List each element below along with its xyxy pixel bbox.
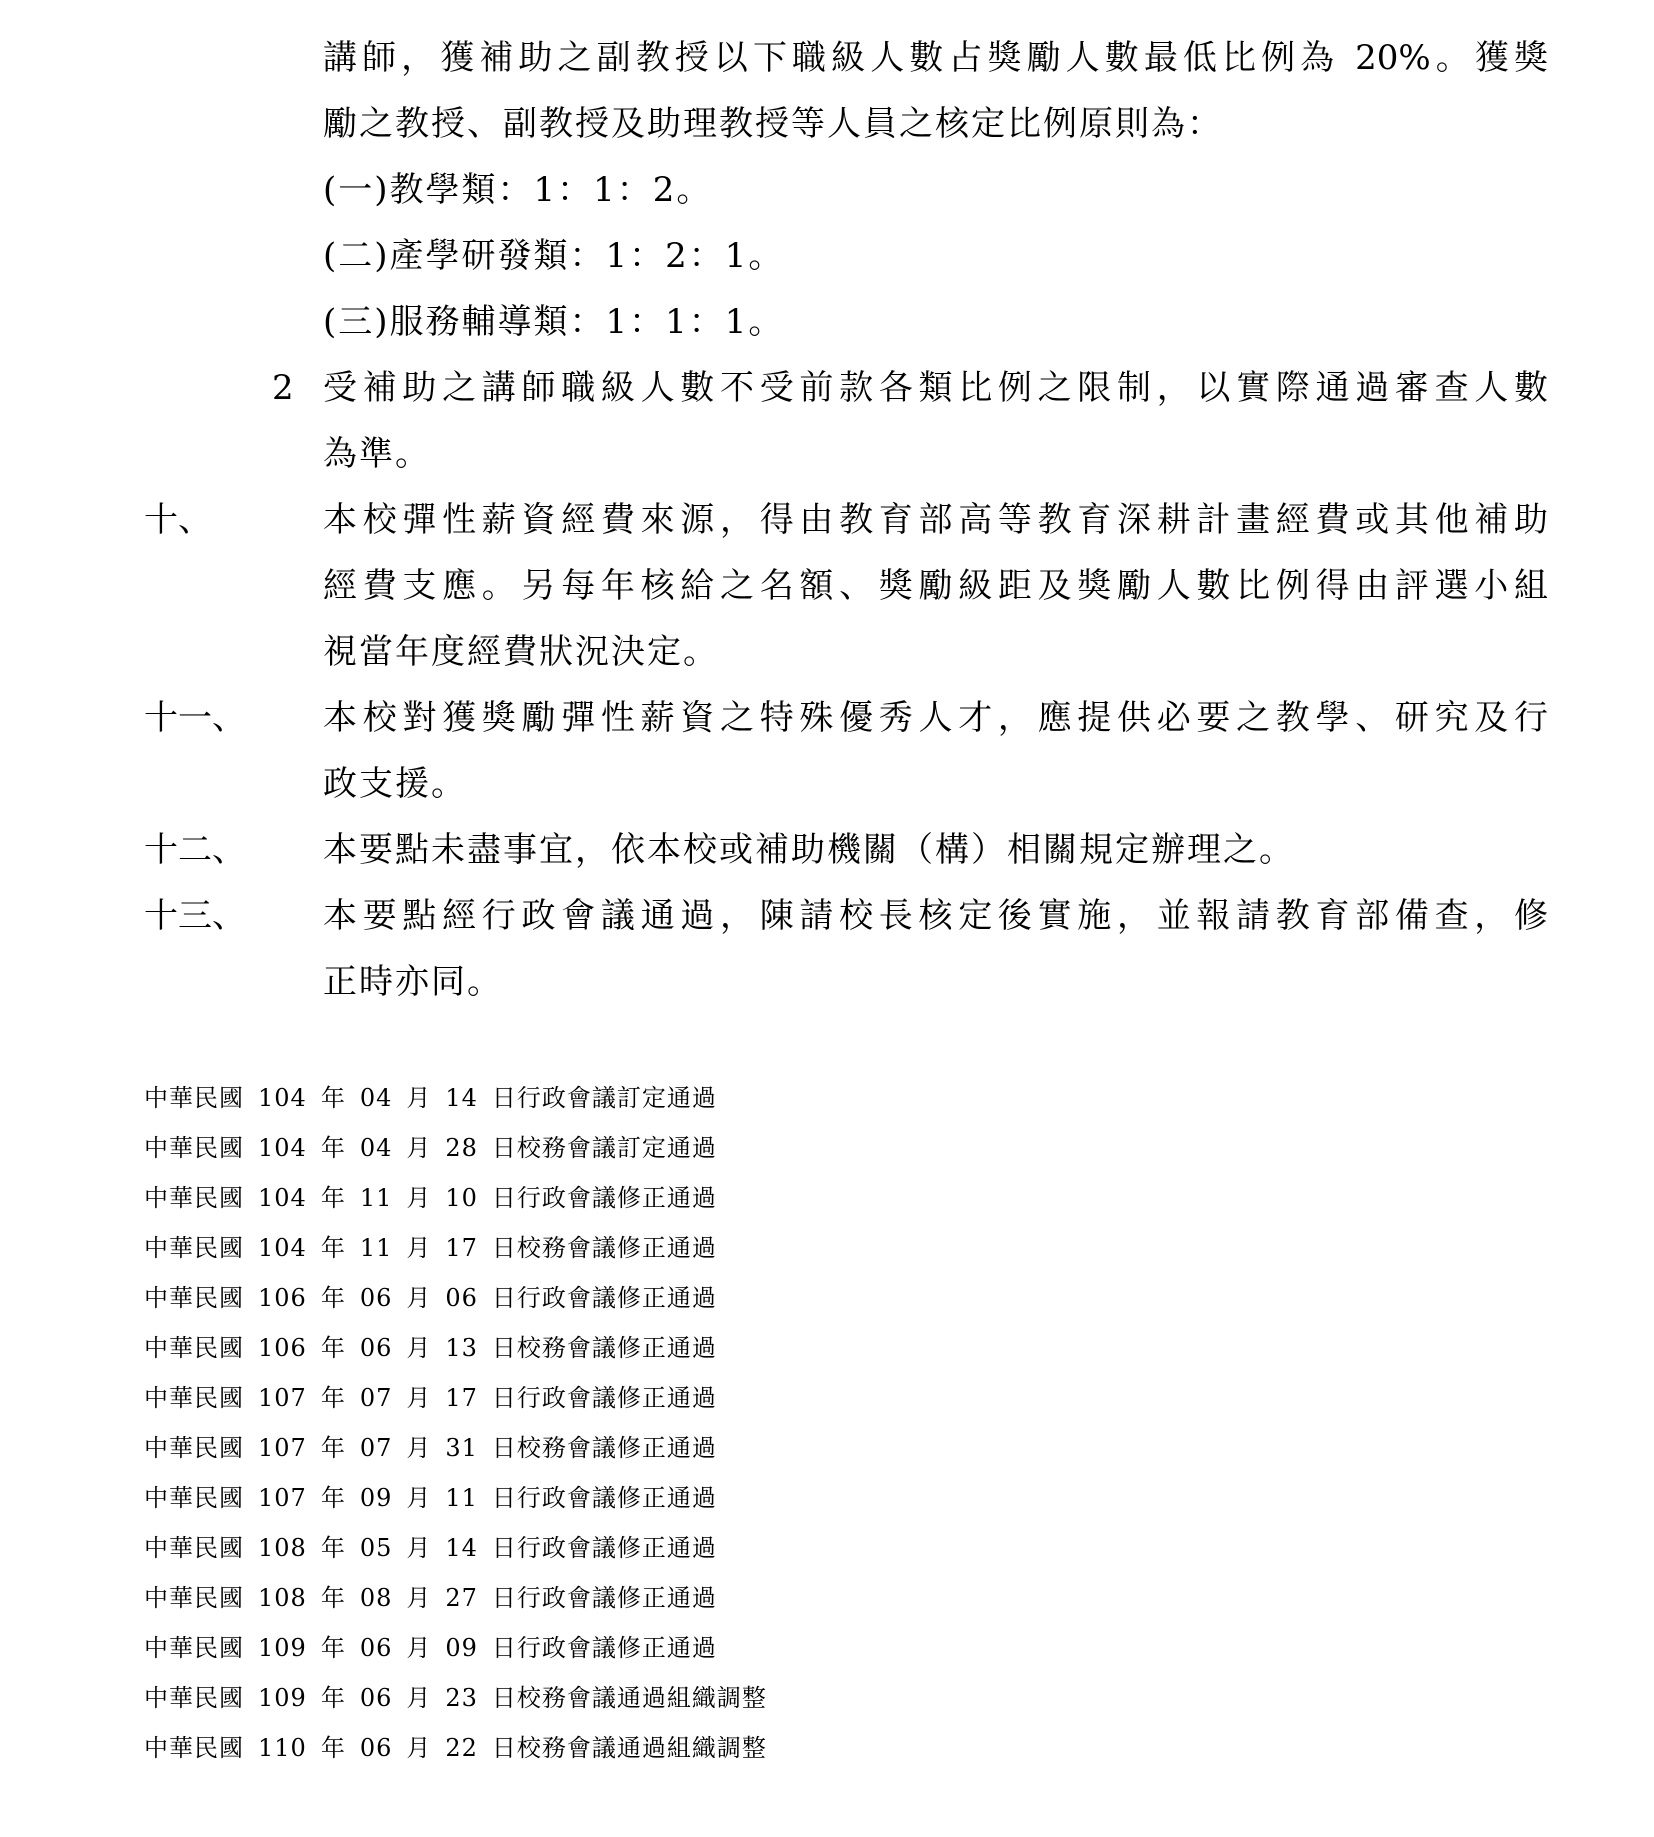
history-month: 11 bbox=[359, 1234, 393, 1262]
history-year-unit: 年 bbox=[320, 1234, 346, 1262]
history-year: 108 bbox=[258, 1584, 307, 1612]
history-entry bbox=[144, 1233, 731, 1263]
history-event: 日校務會議通過組織調整 bbox=[491, 1734, 767, 1762]
history-month: 06 bbox=[359, 1334, 393, 1362]
history-day: 17 bbox=[445, 1234, 478, 1262]
history-era: 中華民國 bbox=[144, 1384, 244, 1412]
article-13-number: 十三、 bbox=[144, 896, 246, 936]
history-era: 中華民國 bbox=[144, 1234, 244, 1262]
history-entry bbox=[144, 1133, 731, 1163]
history-month-unit: 月 bbox=[406, 1484, 432, 1512]
history-day: 28 bbox=[445, 1134, 478, 1162]
article-10-line-1: 本校彈性薪資經費來源，得由教育部高等教育深耕計畫經費或其他補助 bbox=[323, 500, 1548, 540]
history-era: 中華民國 bbox=[144, 1634, 244, 1662]
history-event: 日行政會議修正通過 bbox=[491, 1484, 717, 1512]
history-month-unit: 月 bbox=[406, 1434, 432, 1462]
history-month-unit: 月 bbox=[406, 1634, 432, 1662]
history-month-unit: 月 bbox=[406, 1384, 432, 1412]
history-entry bbox=[144, 1383, 731, 1413]
history-entry bbox=[144, 1333, 731, 1363]
history-year-unit: 年 bbox=[320, 1384, 346, 1412]
article-13-line-1: 本要點經行政會議通過，陳請校長核定後實施，並報請教育部備查，修 bbox=[323, 896, 1548, 936]
history-month: 09 bbox=[359, 1484, 393, 1512]
history-year: 109 bbox=[258, 1634, 307, 1662]
article-11-line-2: 政支援。 bbox=[323, 764, 467, 804]
history-year-unit: 年 bbox=[320, 1284, 346, 1312]
ratio-research: (二)產學研發類：1：2：1。 bbox=[323, 236, 785, 276]
history-month-unit: 月 bbox=[406, 1684, 432, 1712]
history-month: 04 bbox=[359, 1084, 393, 1112]
history-year: 109 bbox=[258, 1684, 307, 1712]
history-entry bbox=[144, 1283, 731, 1313]
history-year-unit: 年 bbox=[320, 1534, 346, 1562]
history-month-unit: 月 bbox=[406, 1134, 432, 1162]
history-event: 日校務會議訂定通過 bbox=[491, 1134, 717, 1162]
history-year: 106 bbox=[258, 1284, 307, 1312]
history-entry bbox=[144, 1433, 731, 1463]
history-month-unit: 月 bbox=[406, 1084, 432, 1112]
history-day: 17 bbox=[445, 1384, 478, 1412]
history-year-unit: 年 bbox=[320, 1584, 346, 1612]
history-event: 日校務會議修正通過 bbox=[491, 1234, 717, 1262]
history-year: 104 bbox=[258, 1084, 307, 1112]
article-12-number: 十二、 bbox=[144, 830, 246, 870]
ratio-service: (三)服務輔導類：1：1：1。 bbox=[323, 302, 785, 342]
item-2-line-2: 為準。 bbox=[323, 434, 431, 474]
history-entry bbox=[144, 1183, 731, 1213]
history-year-unit: 年 bbox=[320, 1084, 346, 1112]
history-event: 日行政會議訂定通過 bbox=[491, 1084, 717, 1112]
history-year: 108 bbox=[258, 1534, 307, 1562]
history-era: 中華民國 bbox=[144, 1284, 244, 1312]
history-month: 07 bbox=[359, 1434, 393, 1462]
history-era: 中華民國 bbox=[144, 1184, 244, 1212]
history-year: 107 bbox=[258, 1384, 307, 1412]
history-era: 中華民國 bbox=[144, 1434, 244, 1462]
history-day: 13 bbox=[445, 1334, 478, 1362]
history-year-unit: 年 bbox=[320, 1184, 346, 1212]
history-day: 14 bbox=[445, 1534, 478, 1562]
history-entry bbox=[144, 1083, 731, 1113]
history-entry bbox=[144, 1533, 731, 1563]
history-month: 06 bbox=[359, 1684, 393, 1712]
history-day: 14 bbox=[445, 1084, 478, 1112]
article-10-line-2: 經費支應。另每年核給之名額、獎勵級距及獎勵人數比例得由評選小組 bbox=[323, 566, 1548, 606]
continuation-line-2: 勵之教授、副教授及助理教授等人員之核定比例原則為： bbox=[323, 104, 1223, 144]
history-month: 07 bbox=[359, 1384, 393, 1412]
history-event: 日行政會議修正通過 bbox=[491, 1584, 717, 1612]
ratio-teaching: (一)教學類：1：1：2。 bbox=[323, 170, 713, 210]
history-event: 日校務會議修正通過 bbox=[491, 1434, 717, 1462]
history-month: 06 bbox=[359, 1734, 393, 1762]
history-year-unit: 年 bbox=[320, 1684, 346, 1712]
history-event: 日校務會議通過組織調整 bbox=[491, 1684, 767, 1712]
history-year: 110 bbox=[258, 1734, 307, 1762]
history-event: 日行政會議修正通過 bbox=[491, 1534, 717, 1562]
history-month-unit: 月 bbox=[406, 1184, 432, 1212]
history-event: 日行政會議修正通過 bbox=[491, 1634, 717, 1662]
history-year-unit: 年 bbox=[320, 1484, 346, 1512]
history-era: 中華民國 bbox=[144, 1134, 244, 1162]
continuation-line-1: 講師，獲補助之副教授以下職級人數占獎勵人數最低比例為 20%。獲獎 bbox=[323, 38, 1548, 78]
article-10-line-3: 視當年度經費狀況決定。 bbox=[323, 632, 719, 672]
history-year: 104 bbox=[258, 1234, 307, 1262]
history-event: 日行政會議修正通過 bbox=[491, 1184, 717, 1212]
history-era: 中華民國 bbox=[144, 1084, 244, 1112]
item-2-number: 2 bbox=[272, 368, 294, 408]
history-day: 23 bbox=[445, 1684, 478, 1712]
history-era: 中華民國 bbox=[144, 1584, 244, 1612]
history-month: 05 bbox=[359, 1534, 393, 1562]
history-year-unit: 年 bbox=[320, 1334, 346, 1362]
history-era: 中華民國 bbox=[144, 1534, 244, 1562]
article-11-line-1: 本校對獲獎勵彈性薪資之特殊優秀人才，應提供必要之教學、研究及行 bbox=[323, 698, 1548, 738]
history-month: 11 bbox=[359, 1184, 393, 1212]
history-event: 日校務會議修正通過 bbox=[491, 1334, 717, 1362]
history-day: 22 bbox=[445, 1734, 478, 1762]
history-entry bbox=[144, 1483, 731, 1513]
history-month-unit: 月 bbox=[406, 1584, 432, 1612]
history-year: 107 bbox=[258, 1434, 307, 1462]
history-era: 中華民國 bbox=[144, 1334, 244, 1362]
history-era: 中華民國 bbox=[144, 1684, 244, 1712]
item-2-line-1: 受補助之講師職級人數不受前款各類比例之限制，以實際通過審查人數 bbox=[323, 368, 1548, 408]
history-year-unit: 年 bbox=[320, 1734, 346, 1762]
article-12-line-1: 本要點未盡事宜，依本校或補助機關（構）相關規定辦理之。 bbox=[323, 830, 1295, 870]
history-year-unit: 年 bbox=[320, 1434, 346, 1462]
history-day: 06 bbox=[445, 1284, 478, 1312]
history-entry bbox=[144, 1583, 731, 1613]
history-month-unit: 月 bbox=[406, 1234, 432, 1262]
history-day: 27 bbox=[445, 1584, 478, 1612]
history-month: 06 bbox=[359, 1634, 393, 1662]
history-year: 104 bbox=[258, 1134, 307, 1162]
history-entry bbox=[144, 1633, 731, 1663]
article-10-number: 十、 bbox=[144, 500, 212, 540]
history-month: 04 bbox=[359, 1134, 393, 1162]
history-day: 10 bbox=[445, 1184, 478, 1212]
history-month-unit: 月 bbox=[406, 1534, 432, 1562]
history-month: 06 bbox=[359, 1284, 393, 1312]
history-event: 日行政會議修正通過 bbox=[491, 1384, 717, 1412]
history-month-unit: 月 bbox=[406, 1284, 432, 1312]
history-year: 107 bbox=[258, 1484, 307, 1512]
history-month-unit: 月 bbox=[406, 1334, 432, 1362]
history-year-unit: 年 bbox=[320, 1634, 346, 1662]
article-11-number: 十一、 bbox=[144, 698, 246, 738]
history-event: 日行政會議修正通過 bbox=[491, 1284, 717, 1312]
history-year-unit: 年 bbox=[320, 1134, 346, 1162]
history-entry bbox=[144, 1683, 781, 1713]
history-era: 中華民國 bbox=[144, 1484, 244, 1512]
history-entry bbox=[144, 1733, 781, 1763]
history-month-unit: 月 bbox=[406, 1734, 432, 1762]
history-year: 104 bbox=[258, 1184, 307, 1212]
history-month: 08 bbox=[359, 1584, 393, 1612]
history-era: 中華民國 bbox=[144, 1734, 244, 1762]
article-13-line-2: 正時亦同。 bbox=[323, 962, 503, 1002]
history-day: 09 bbox=[445, 1634, 478, 1662]
history-year: 106 bbox=[258, 1334, 307, 1362]
history-day: 11 bbox=[445, 1484, 478, 1512]
history-day: 31 bbox=[445, 1434, 478, 1462]
